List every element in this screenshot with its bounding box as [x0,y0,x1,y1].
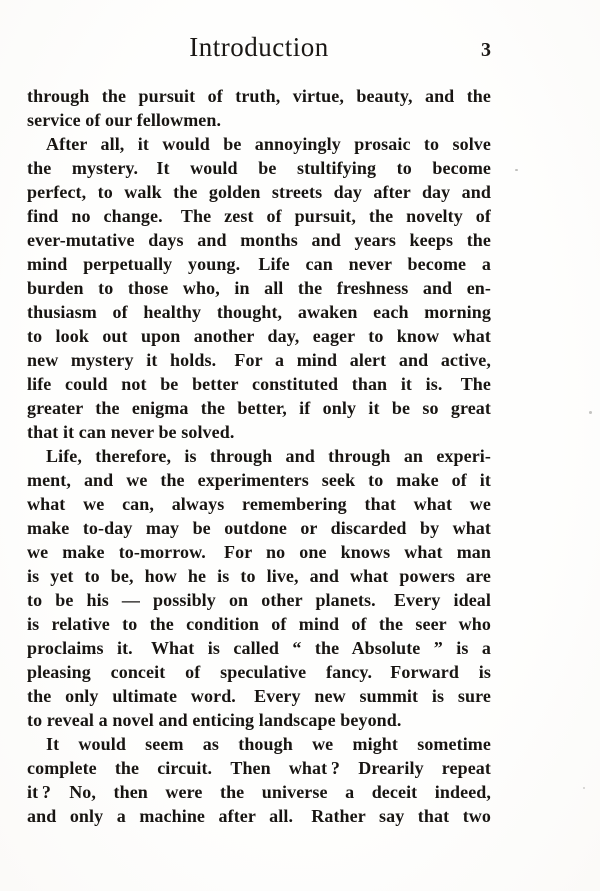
page-header [27,32,491,66]
text-line: we make to-morrow. For no one knows what man [27,542,491,562]
text-line: Life, therefore, is through and through an experi- [46,446,491,466]
scan-speck [583,787,585,789]
text-line: to look out upon another day, eager to know what [27,326,491,346]
page-number: 3 [481,39,491,61]
page-body [27,84,491,828]
scan-speck [589,411,592,414]
text-line: through the pursuit of truth, virtue, beauty, and the [27,86,491,106]
text-line: the only ultimate word. Every new summit is sure [27,686,491,706]
text-line: find no change. The zest of pursuit, the novelty of [27,206,491,226]
text-line: perfect, to walk the golden streets day after day and [27,182,491,202]
text-line: is yet to be, how he is to live, and what powers are [27,566,491,586]
text-line: is relative to the condition of mind of the seer who [27,614,491,634]
text-line: service of our fellowmen. [27,110,222,130]
text-line: After all, it would be annoyingly prosaic to solve [46,134,491,154]
text-line: It would seem as though we might sometime [46,734,491,754]
text-line: to be his — possibly on other planets. Every ideal [27,590,491,610]
text-line: the mystery. It would be stultifying to become [27,158,491,178]
text-line: mind perpetually young. Life can never become a [27,254,491,274]
text-line: ever-mutative days and months and years keeps the [27,230,491,250]
text-line: burden to those who, in all the freshness and en- [27,278,491,298]
text-line: make to-day may be outdone or discarded by what [27,518,491,538]
scan-speck [515,169,518,171]
text-line: thusiasm of healthy thought, awaken each morning [27,302,491,322]
text-line: to reveal a novel and enticing landscape beyond. [27,710,402,730]
text-line: life could not be better constituted than it is. The [27,374,491,394]
text-line: and only a machine after all. Rather say that two [27,806,491,826]
text-line: it ? No, then were the universe a deceit indeed, [27,782,491,802]
text-line: proclaims it. What is called “ the Absolute ” is a [27,638,491,658]
text-line: ment, and we the experimenters seek to make of it [27,470,491,490]
text-line: what we can, always remembering that what we [27,494,491,514]
text-line: complete the circuit. Then what ? Drearily repeat [27,758,491,778]
text-line: new mystery it holds. For a mind alert and active, [27,350,491,370]
text-line: greater the enigma the better, if only it be so great [27,398,491,418]
text-line: pleasing conceit of speculative fancy. Forward is [27,662,491,682]
text-line: that it can never be solved. [27,422,235,442]
page-title: Introduction [189,32,329,62]
